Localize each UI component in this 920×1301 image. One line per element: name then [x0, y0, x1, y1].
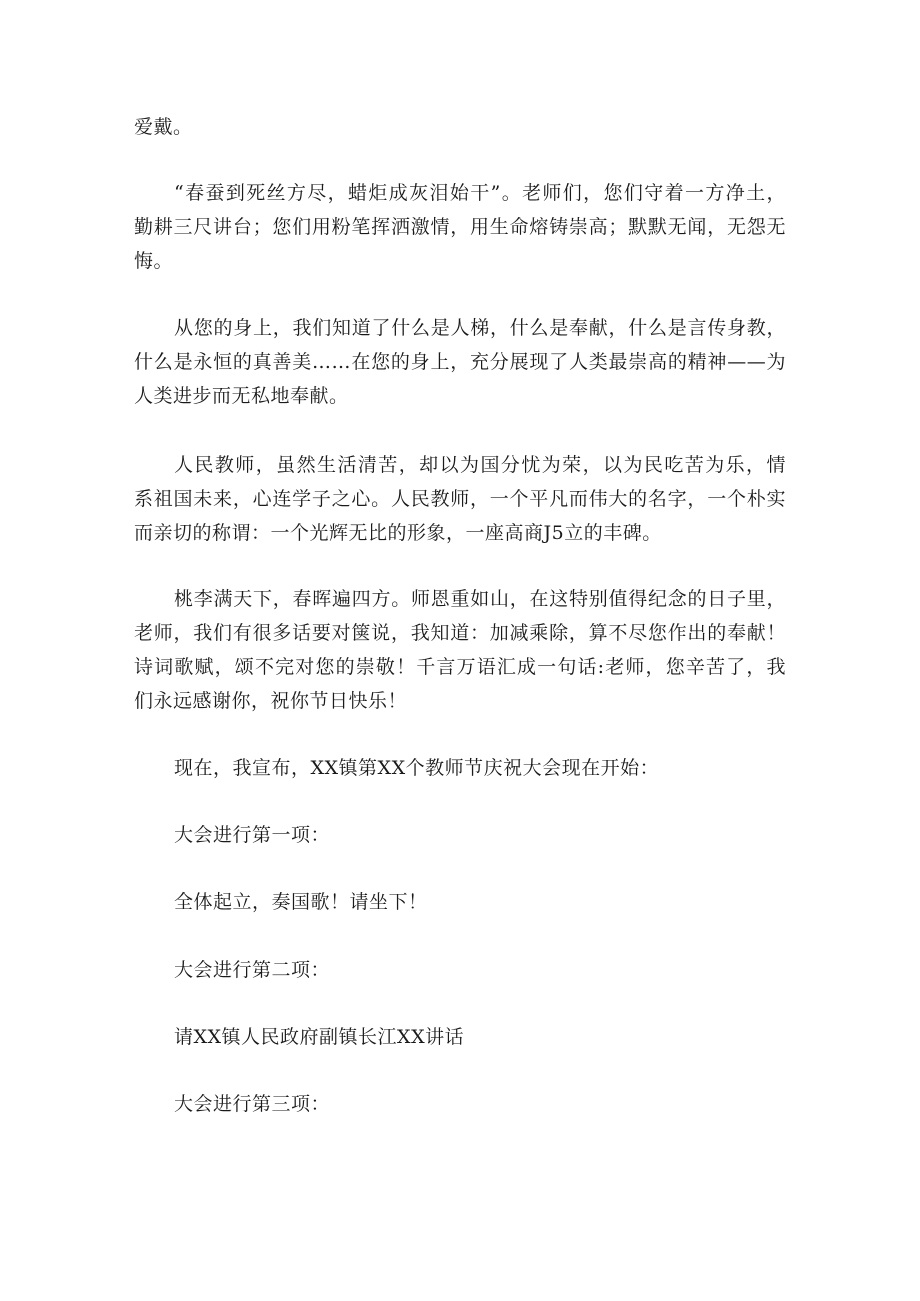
paragraph-2-line-2: 人类进步而无私地奉献。 — [134, 385, 349, 407]
paragraph-2-line-0: 从您的身上，我们知道了什么是人梯，什么是奉献，什么是言传身教， — [174, 317, 786, 339]
paragraph-1-line-2: 悔。 — [134, 250, 174, 272]
paragraph-9-line-0: 请XX镇人民政府副镇长江XX讲话 — [174, 1026, 465, 1048]
paragraph-3-line-1: 系祖国未来，心连学子之心。人民教师，一个平凡而伟大的名字，一个朴实 — [134, 488, 786, 510]
paragraph-8-line-0: 大会进行第二项： — [174, 959, 331, 981]
paragraph-3-line-0: 人民教师，虽然生活清苦，却以为国分忧为荣，以为民吃苦为乐，情 — [174, 454, 786, 476]
paragraph-3-line-2: 而亲切的称谓：一个光辉无比的形象，一座高商J5立的丰碑。 — [134, 522, 662, 544]
paragraph-4-line-1: 老师，我们有很多话要对箧说，我知道：加减乘除，算不尽您作出的奉献！ — [134, 622, 786, 644]
paragraph-10-line-0: 大会进行第三项： — [174, 1093, 331, 1115]
paragraph-4-line-3: 们永远感谢你，祝你节日快乐！ — [134, 690, 408, 712]
paragraph-6-line-0: 大会进行第一项： — [174, 824, 331, 846]
paragraph-5-line-0: 现在，我宣布，XX镇第XX个教师节庆祝大会现在开始： — [174, 757, 660, 779]
paragraph-2-line-1: 什么是永恒的真善美……在您的身上，充分展现了人类最崇高的精神——为 — [134, 351, 786, 373]
paragraph-0-line-0: 爱戴。 — [134, 116, 193, 138]
paragraph-1-line-1: 勤耕三尺讲台；您们用粉笔挥洒激情，用生命熔铸崇高；默默无闻，无怨无 — [134, 216, 786, 238]
paragraph-4-line-2: 诗词歌赋，颂不完对您的崇敬！千言万语汇成一句话:老师，您辛苦了，我 — [134, 656, 786, 678]
paragraph-1-line-0: “春蚕到死丝方尽，蜡炬成灰泪始干”。老师们，您们守着一方净土， — [174, 182, 786, 204]
paragraph-7-line-0: 全体起立，奏国歌！请坐下！ — [174, 891, 428, 913]
paragraph-4-line-0: 桃李满天下，春晖遍四方。师恩重如山，在这特别值得纪念的日子里， — [174, 588, 786, 610]
